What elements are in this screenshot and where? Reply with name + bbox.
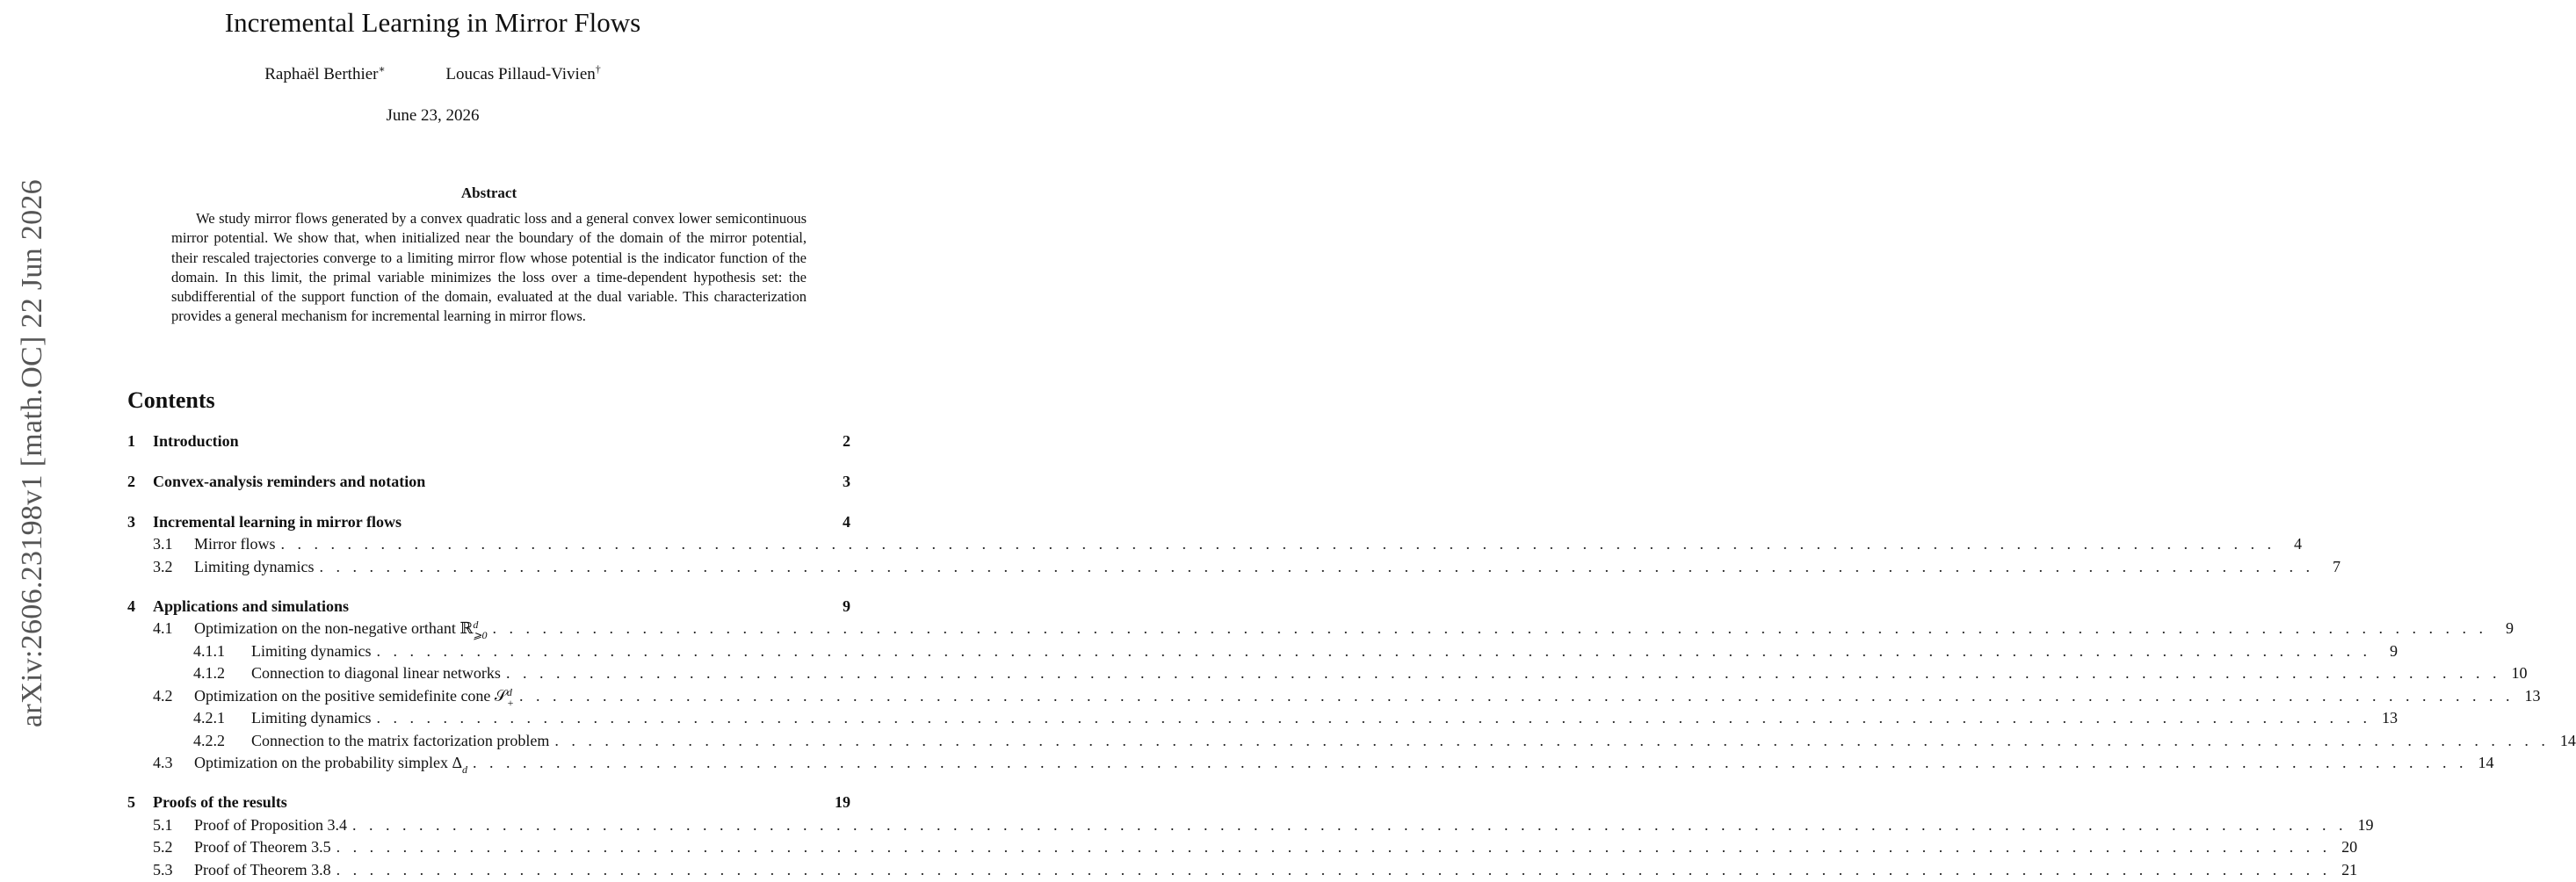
toc-title-text: Introduction — [153, 432, 239, 450]
toc-title — [251, 709, 372, 727]
toc-page-number: 21 — [2341, 861, 2358, 878]
toc-leader-dots: . . . . . . . . . . . . . . . . . . . . . . . . . . . . . . . . . . . . . . . . . . . . . . . . . . . . . . . . . . . . . . . . . . . . . . . . . . . . . . . . . . . . . . . . . . . . . . . . . . . . . . . . . . . . . . . . . . . . . . . . — [492, 619, 2487, 638]
author-list — [0, 62, 865, 84]
toc-title-text: Proof of Theorem 3.8 — [194, 861, 331, 878]
toc-title-text: Incremental learning in mirror flows — [153, 513, 402, 531]
toc-title — [251, 664, 501, 683]
toc-page-number: 13 — [2524, 687, 2541, 705]
toc-section[interactable] — [127, 432, 850, 453]
toc-title-text: Connection to the matrix factorization problem — [251, 732, 550, 749]
toc-title-text: Applications and simulations — [153, 597, 350, 615]
toc-title — [194, 838, 331, 857]
toc-page-number: 14 — [2559, 732, 2576, 749]
author-name: Raphaël Berthier — [264, 65, 379, 83]
toc-number: 3 — [127, 513, 135, 531]
toc-title — [194, 558, 315, 576]
toc-subsection[interactable] — [127, 732, 2576, 753]
toc-subsection[interactable] — [127, 816, 2374, 837]
toc-number: 4.2.2 — [193, 732, 225, 749]
toc-title — [153, 597, 349, 616]
toc-title-text: Limiting dynamics — [251, 709, 372, 727]
toc-leader-dots: . . . . . . . . . . . . . . . . . . . . . . . . . . . . . . . . . . . . . . . . . . . . . . . . . . . . . . . . . . . . . . . . . . . . . . . . . . . . . . . . . . . . . . . . . . . . . . . . . . . . . . . . . . . . . . . . . . . . . . . . — [336, 861, 2332, 878]
toc-page-number: 14 — [2478, 754, 2494, 772]
toc-page-number: 4 — [2294, 535, 2302, 553]
toc-number: 3.1 — [153, 535, 173, 553]
toc-page-number: 9 — [2505, 619, 2514, 638]
toc-leader-dots: . . . . . . . . . . . . . . . . . . . . . . . . . . . . . . . . . . . . . . . . . . . . . . . . . . . . . . . . . . . . . . . . . . . . . . . . . . . . . . . . . . . . . . . . . . . . . . . . . . . . . . . . . . . . . . . . . . . . . . . . — [554, 732, 2550, 749]
toc-leader-dots: . . . . . . . . . . . . . . . . . . . . . . . . . . . . . . . . . . . . . . . . . . . . . . . . . . . . . . . . . . . . . . . . . . . . . . . . . . . . . . . . . . . . . . . . . . . . . . . . . . . . . . . . . . . . . . . . . . . . . . . . — [319, 558, 2314, 575]
toc-page-number: 4 — [843, 513, 850, 531]
toc-page-number: 9 — [843, 597, 850, 615]
toc-number: 4.1 — [153, 619, 173, 637]
toc-title-text: Limiting dynamics — [251, 642, 372, 660]
toc-subsection[interactable] — [127, 664, 2528, 685]
toc-subsection[interactable] — [127, 709, 2398, 730]
arxiv-sidebar — [0, 0, 53, 878]
toc-number: 4.1.1 — [193, 642, 225, 660]
toc-number: 4.2.1 — [193, 709, 225, 727]
author — [264, 62, 386, 84]
toc-leader-dots: . . . . . . . . . . . . . . . . . . . . . . . . . . . . . . . . . . . . . . . . . . . . . . . . . . . . . . . . . . . . . . . . . . . . . . . . . . . . . . . . . . . . . . . . . . . . . . . . . . . . . . . . . . . . . . . . . . . . . . . . — [336, 838, 2332, 856]
toc-title — [153, 793, 287, 812]
toc-subsection[interactable] — [127, 861, 2358, 882]
toc-section[interactable] — [127, 513, 850, 534]
toc-number: 4.2 — [153, 687, 173, 705]
toc-number: 5 — [127, 793, 135, 811]
toc-title — [194, 816, 347, 835]
toc-title-text: Convex-analysis reminders and notation — [153, 473, 426, 490]
author — [445, 62, 601, 84]
toc-math-symbol: Δ d — [452, 754, 468, 776]
toc-page-number: 13 — [2382, 709, 2398, 727]
toc-number: 2 — [127, 473, 135, 490]
toc-subsection[interactable] — [127, 618, 2514, 641]
toc-number: 5.2 — [153, 838, 173, 856]
toc-page-number: 19 — [2357, 816, 2374, 834]
toc-page-number: 7 — [2333, 558, 2341, 575]
toc-number: 4 — [127, 597, 135, 615]
toc-title — [251, 732, 549, 750]
author-footnote-mark: ∗ — [378, 62, 386, 76]
abstract-heading: Abstract — [460, 184, 517, 201]
toc-leader-dots: . . . . . . . . . . . . . . . . . . . . . . . . . . . . . . . . . . . . . . . . . . . . . . . . . . . . . . . . . . . . . . . . . . . . . . . . . . . . . . . . . . . . . . . . . . . . . . . . . . . . . . . . . . . . . . . . . . . . . . . . — [280, 535, 2276, 553]
toc-leader-dots: . . . . . . . . . . . . . . . . . . . . . . . . . . . . . . . . . . . . . . . . . . . . . . . . . . . . . . . . . . . . . . . . . . . . . . . . . . . . . . . . . . . . . . . . . . . . . . . . . . . . . . . . . . . . . . . . . . . . . . . . — [376, 709, 2371, 727]
toc-title-text: Mirror flows — [194, 535, 276, 553]
toc-number: 5.3 — [153, 861, 173, 878]
paper-title: Incremental Learning in Mirror Flows — [224, 7, 641, 38]
toc-page-number: 3 — [843, 473, 850, 490]
toc-subsection[interactable] — [127, 754, 2494, 776]
toc-section[interactable] — [127, 597, 850, 618]
toc-number: 5.1 — [153, 816, 173, 834]
toc-math-symbol: 𝒮 d + — [494, 686, 514, 709]
abstract-text: We study mirror flows generated by a convex quadratic loss and a general convex lower semicontinuous mirror potential. We show that, when initialized near the boundary of the domain of the mirror potential, their rescaled trajectories converge to a limiting mirror flow whose potential is the indicator function of the domain. In this limit, the primal variable minimizes the loss over a time-dependent hypothesis set: the subdifferential of the support function of the domain, evaluated at the dual variable. This characterization provides a general mechanism for incremental learning in mirror flows. — [171, 210, 807, 325]
toc-title-text: Optimization on the positive semidefinite cone — [194, 687, 495, 705]
toc-math-symbol: ℝ d ⩾0 — [459, 618, 488, 641]
arxiv-identifier: arXiv:2606.23198v1 [math.OC] 22 Jun 2026 — [16, 179, 48, 727]
toc-title — [194, 687, 514, 708]
toc-title-text: Proofs of the results — [153, 793, 287, 811]
toc-section[interactable] — [127, 473, 850, 494]
toc-title — [153, 432, 239, 451]
toc-title — [194, 754, 467, 775]
author-footnote-mark: † — [595, 62, 601, 76]
toc-title — [194, 619, 487, 640]
toc-subsection[interactable] — [127, 558, 2341, 579]
toc-page-number: 9 — [2390, 642, 2398, 660]
toc-subsection[interactable] — [127, 642, 2398, 663]
toc-leader-dots: . . . . . . . . . . . . . . . . . . . . . . . . . . . . . . . . . . . . . . . . . . . . . . . . . . . . . . . . . . . . . . . . . . . . . . . . . . . . . . . . . . . . . . . . . . . . . . . . . . . . . . . . . . . . . . . . . . . . . . . . — [352, 816, 2348, 834]
toc-number: 1 — [127, 432, 135, 450]
toc-title — [153, 473, 425, 491]
toc-subsection[interactable] — [127, 535, 2302, 556]
toc-title — [194, 535, 276, 553]
author-name: Loucas Pillaud-Vivien — [445, 65, 596, 83]
toc-title-text: Limiting dynamics — [194, 558, 315, 575]
toc-leader-dots: . . . . . . . . . . . . . . . . . . . . . . . . . . . . . . . . . . . . . . . . . . . . . . . . . . . . . . . . . . . . . . . . . . . . . . . . . . . . . . . . . . . . . . . . . . . . . . . . . . . . . . . . . . . . . . . . . . . . . . . . — [376, 642, 2371, 660]
toc-number: 4.1.2 — [193, 664, 225, 682]
toc-title-text: Optimization on the probability simplex — [194, 754, 452, 772]
toc-title-text: Connection to diagonal linear networks — [251, 664, 501, 682]
toc-title — [153, 513, 402, 531]
toc-title — [251, 642, 372, 661]
toc-title-text: Optimization on the non-negative orthant — [194, 619, 460, 638]
toc-subsection[interactable] — [127, 686, 2541, 709]
toc-title-text: Proof of Theorem 3.5 — [194, 838, 331, 856]
toc-leader-dots: . . . . . . . . . . . . . . . . . . . . . . . . . . . . . . . . . . . . . . . . . . . . . . . . . . . . . . . . . . . . . . . . . . . . . . . . . . . . . . . . . . . . . . . . . . . . . . . . . . . . . . . . . . . . . . . . . . . . . . . . — [518, 687, 2514, 705]
contents-heading: Contents — [127, 387, 215, 413]
toc-title — [194, 861, 331, 879]
toc-leader-dots: . . . . . . . . . . . . . . . . . . . . . . . . . . . . . . . . . . . . . . . . . . . . . . . . . . . . . . . . . . . . . . . . . . . . . . . . . . . . . . . . . . . . . . . . . . . . . . . . . . . . . . . . . . . . . . . . . . . . . . . . — [505, 664, 2501, 682]
toc-page-number: 19 — [835, 793, 850, 811]
toc-subsection[interactable] — [127, 838, 2358, 859]
paper-date: June 23, 2026 — [386, 106, 480, 125]
toc-page-number: 20 — [2341, 838, 2358, 856]
toc-page-number: 2 — [843, 432, 850, 450]
toc-title-text: Proof of Proposition 3.4 — [194, 816, 348, 834]
toc-section[interactable] — [127, 793, 850, 814]
toc-leader-dots: . . . . . . . . . . . . . . . . . . . . . . . . . . . . . . . . . . . . . . . . . . . . . . . . . . . . . . . . . . . . . . . . . . . . . . . . . . . . . . . . . . . . . . . . . . . . . . . . . . . . . . . . . . . . . . . . . . . . . . . . — [473, 754, 2468, 772]
toc-page-number: 10 — [2511, 664, 2528, 682]
toc-number: 3.2 — [153, 558, 173, 575]
toc-number: 4.3 — [153, 754, 173, 771]
